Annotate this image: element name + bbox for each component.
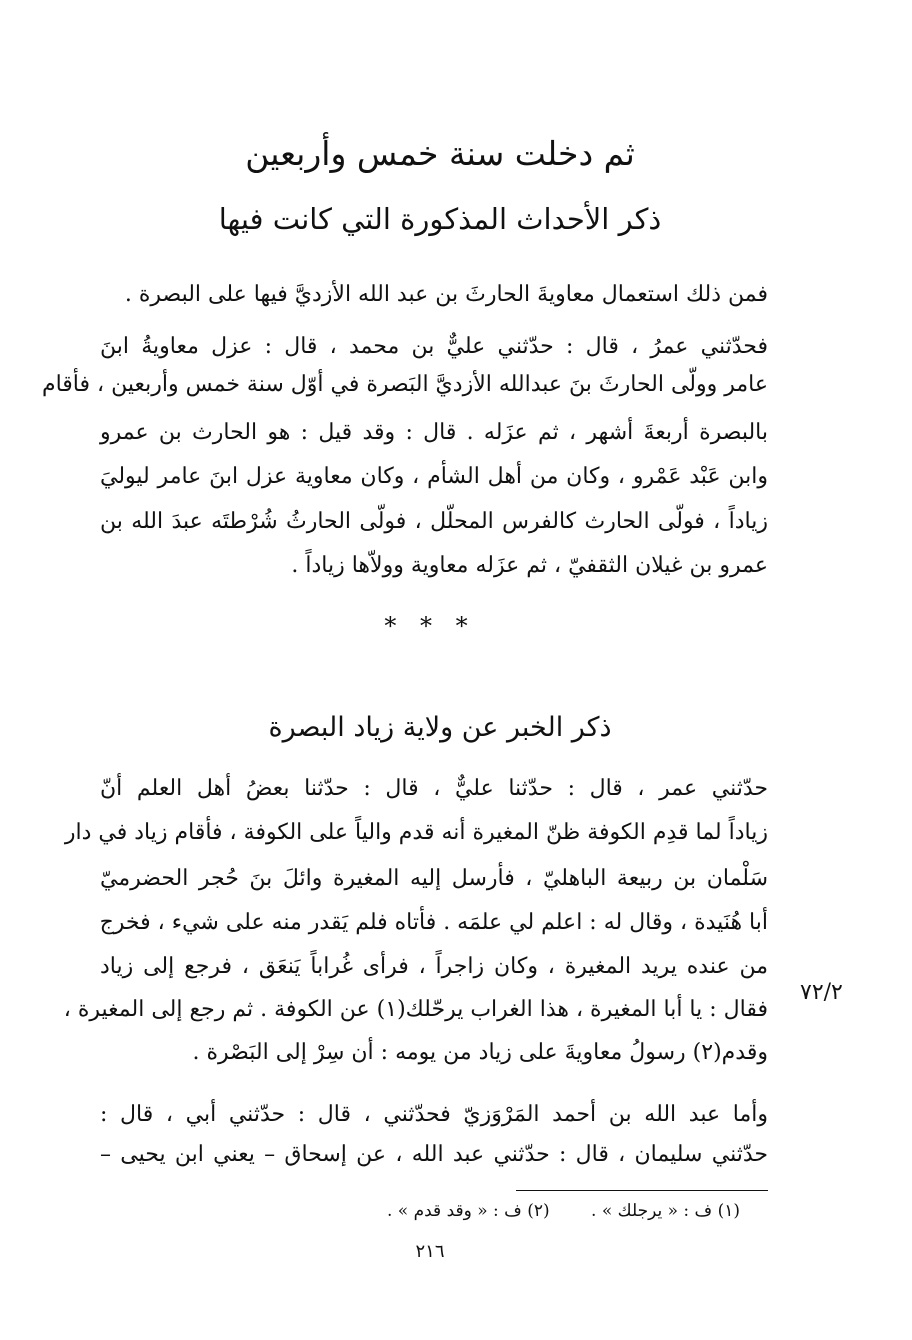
text-line: عامر وولّى الحارثَ بنَ عبدالله الأزديَّ البَصرة في أوّل سنة خمس وأربعين ، فأقام bbox=[41, 372, 768, 397]
text-line: سَلْمان بن ربيعة الباهليّ ، فأرسل إليه المغيرة وائلَ بنَ حُجر الحضرميّ bbox=[100, 866, 768, 891]
year-heading: ثم دخلت سنة خمس وأربعين bbox=[245, 134, 635, 173]
text-line: فقال : يا أبا المغيرة ، هذا الغراب يرحّلك(١) عن الكوفة . ثم رجع إلى المغيرة ، bbox=[63, 997, 768, 1022]
text-line: فمن ذلك استعمال معاويةَ الحارثَ بن عبد الله الأزديَّ فيها على البصرة . bbox=[124, 282, 768, 307]
text-line: فحدّثني عمرُ ، قال : حدّثني عليٌّ بن محمد ، قال : عزل معاويةُ ابنَ bbox=[100, 334, 768, 359]
text-line: أبا هُنَيدة ، وقال له : اعلم لي علمَه . فأتاه فلم يَقدر منه على شيء ، فخرج bbox=[99, 910, 768, 935]
text-line: حدّثني سليمان ، قال : حدّثني عبد الله ، عن إسحاق – يعني ابن يحيى – bbox=[100, 1142, 768, 1167]
text-line: وأما عبد الله بن أحمد المَرْوَزيّ فحدّثني ، قال : حدّثني أبي ، قال : bbox=[100, 1102, 768, 1127]
events-heading: ذكر الأحداث المذكورة التي كانت فيها bbox=[218, 202, 662, 236]
text-line: وابن عَبْد عَمْرو ، وكان من أهل الشأم ، وكان معاوية عزل ابنَ عامر ليوليَ bbox=[100, 464, 768, 489]
footnote-1: (١) ف : « يرجلك » . bbox=[591, 1201, 740, 1221]
text-line: من عنده يريد المغيرة ، وكان زاجراً ، فرأى غُراباً يَنعَق ، فرجع إلى زياد bbox=[100, 954, 768, 979]
page-number: ٢١٦ bbox=[415, 1241, 445, 1262]
margin-reference: ٧٢/٢ bbox=[800, 980, 843, 1005]
text-line: عمرو بن غيلان الثقفيّ ، ثم عزَله معاوية وولاّها زياداً . bbox=[291, 553, 768, 578]
text-line: حدّثني عمر ، قال : حدّثنا عليٌّ ، قال : حدّثنا بعضُ أهل العلم أنّ bbox=[100, 776, 768, 801]
text-line: زياداً لما قدِم الكوفة ظنّ المغيرة أنه قدم والياً على الكوفة ، فأقام زياد في دار bbox=[64, 820, 768, 845]
text-line: زياداً ، فولّى الحارث كالفرس المحلّل ، فولّى الحارثُ شُرْطتَه عبدَ الله بن bbox=[100, 509, 768, 534]
section-separator: * * * bbox=[384, 612, 476, 640]
text-line: وقدم(٢) رسولُ معاويةَ على زياد من يومه : أن سِرْ إلى البَصْرة . bbox=[192, 1040, 768, 1065]
footnotes bbox=[300, 1197, 740, 1225]
text-line: بالبصرة أربعةَ أشهر ، ثم عزَله . قال : وقد قيل : هو الحارث بن عمرو bbox=[100, 420, 768, 445]
footnote-rule bbox=[516, 1190, 768, 1191]
footnote-2: (٢) ف : « وقد قدم » . bbox=[386, 1201, 550, 1221]
section-heading: ذكر الخبر عن ولاية زياد البصرة bbox=[268, 712, 612, 743]
